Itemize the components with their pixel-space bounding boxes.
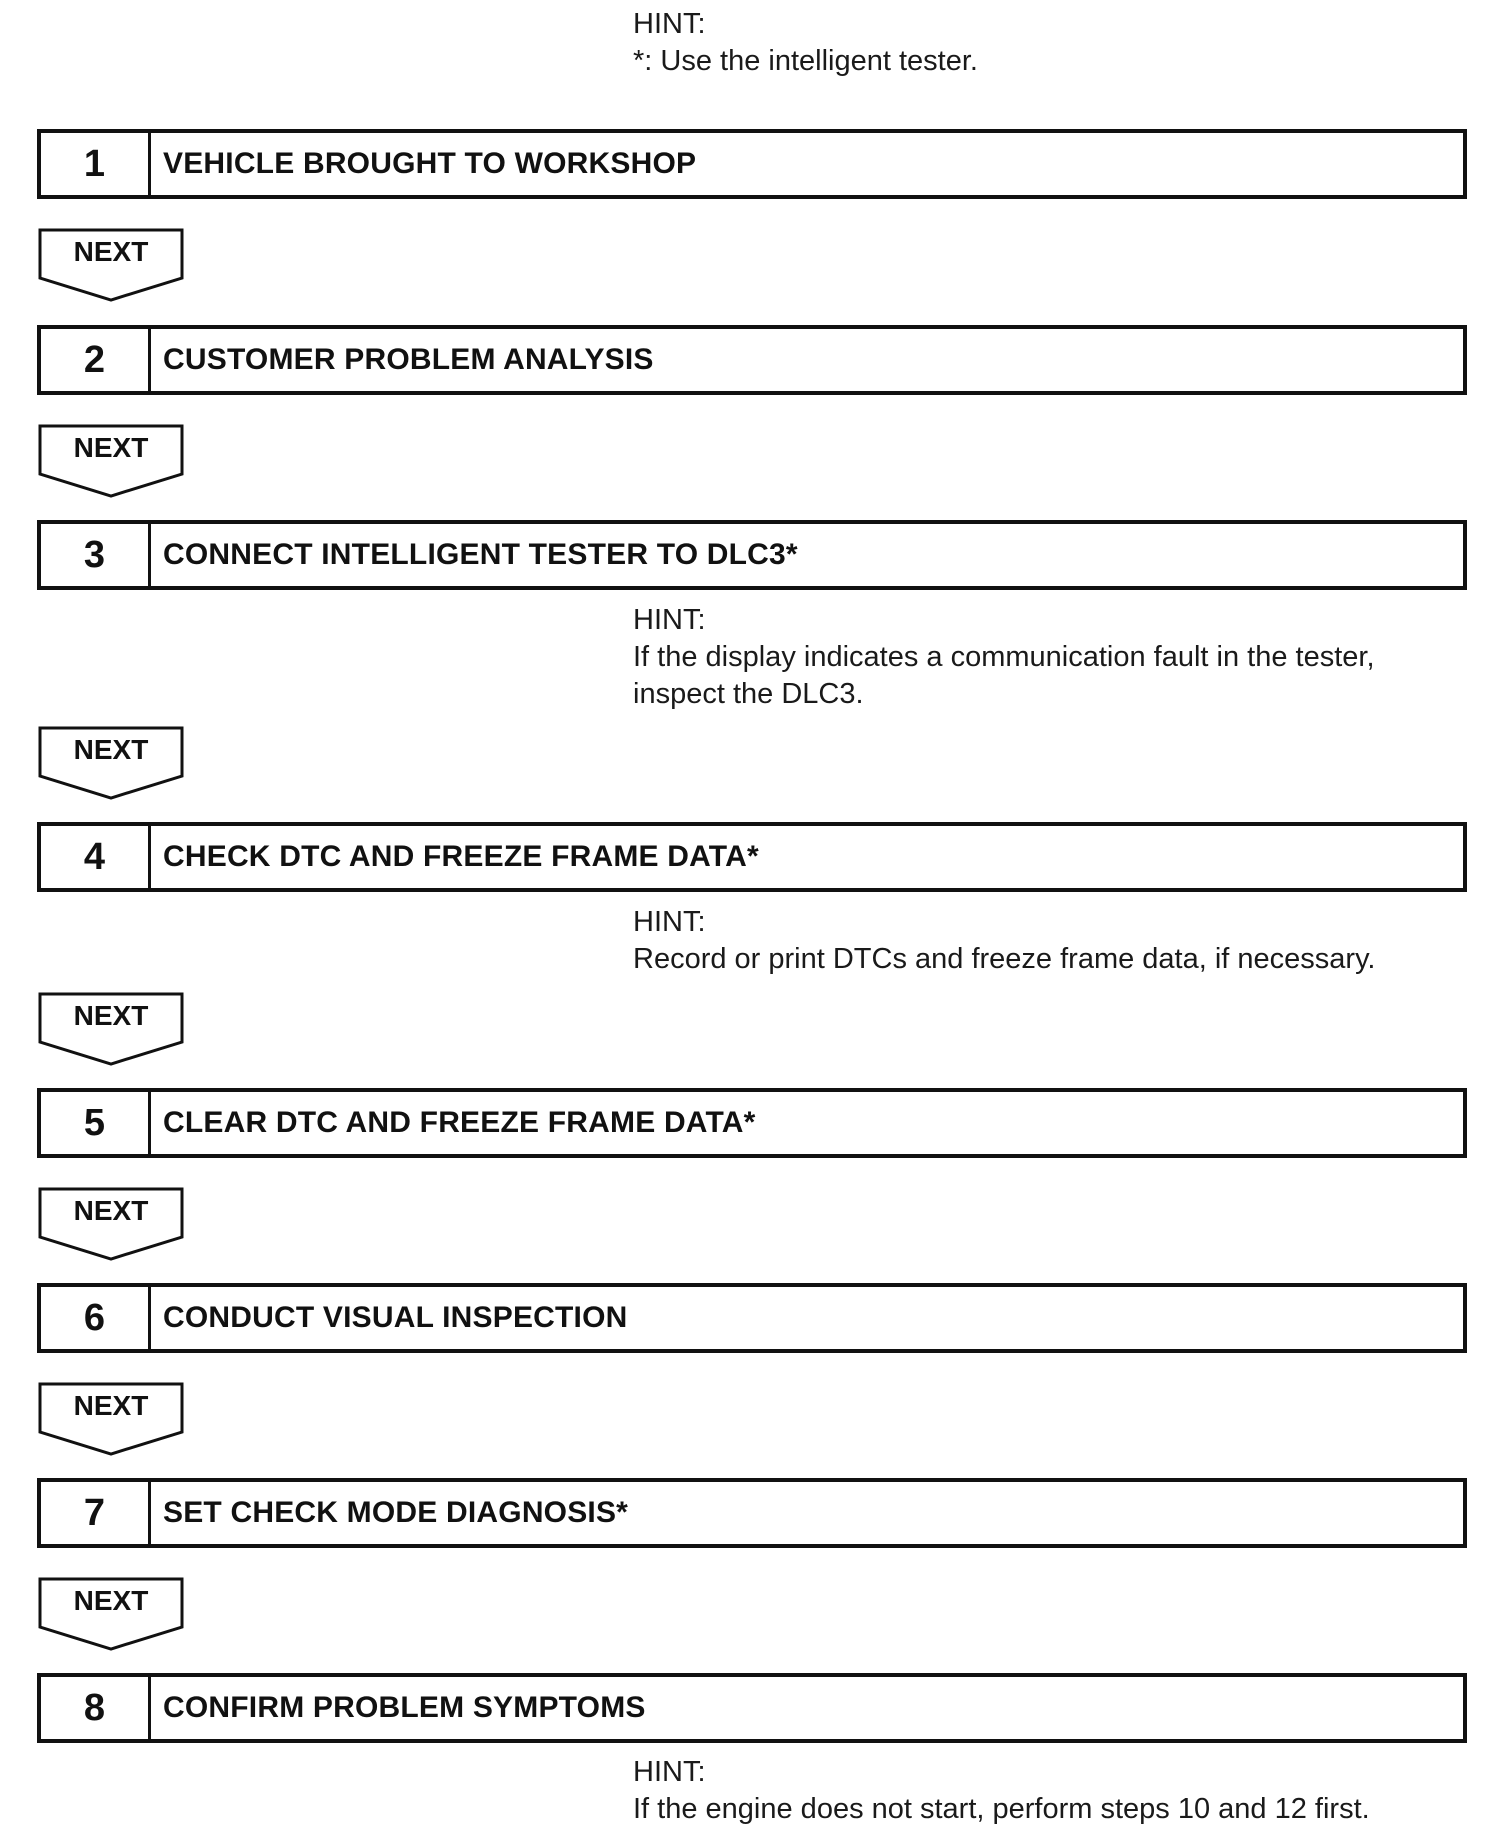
step-3 bbox=[37, 520, 1467, 590]
hint-text: If the engine does not start, perform steps 10 and 12 first. bbox=[633, 1793, 1370, 1825]
step-number: 1 bbox=[41, 133, 151, 195]
next-arrow-3 bbox=[38, 726, 184, 801]
step-number: 4 bbox=[41, 826, 151, 888]
step-title: CHECK DTC AND FREEZE FRAME DATA* bbox=[163, 840, 759, 873]
next-label: NEXT bbox=[73, 1390, 149, 1421]
step-4 bbox=[37, 822, 1467, 892]
step-1 bbox=[37, 129, 1467, 199]
hint-title: HINT: bbox=[633, 1756, 706, 1788]
hint-top bbox=[633, 6, 978, 80]
step-title: CONDUCT VISUAL INSPECTION bbox=[163, 1301, 628, 1334]
step-number: 2 bbox=[41, 329, 151, 391]
next-arrow-6 bbox=[38, 1382, 184, 1457]
hint-title: HINT: bbox=[633, 604, 706, 636]
hint-title: HINT: bbox=[633, 906, 706, 938]
step-title: CONNECT INTELLIGENT TESTER TO DLC3* bbox=[163, 538, 798, 571]
hint-title: HINT: bbox=[633, 8, 706, 40]
next-label: NEXT bbox=[73, 1585, 149, 1616]
step-7 bbox=[37, 1478, 1467, 1548]
step-title: SET CHECK MODE DIAGNOSIS* bbox=[163, 1496, 629, 1529]
step-title: CUSTOMER PROBLEM ANALYSIS bbox=[163, 343, 654, 376]
next-label: NEXT bbox=[73, 1000, 149, 1031]
step-title: CONFIRM PROBLEM SYMPTOMS bbox=[163, 1691, 646, 1724]
step-5 bbox=[37, 1088, 1467, 1158]
step-number: 7 bbox=[41, 1482, 151, 1544]
hint-step-8 bbox=[633, 1754, 1370, 1828]
next-arrow-5 bbox=[38, 1187, 184, 1262]
step-6 bbox=[37, 1283, 1467, 1353]
next-arrow-4 bbox=[38, 992, 184, 1067]
next-arrow-2 bbox=[38, 424, 184, 499]
next-arrow-1 bbox=[38, 228, 184, 303]
hint-step-4 bbox=[633, 904, 1376, 978]
step-number: 3 bbox=[41, 524, 151, 586]
next-label: NEXT bbox=[73, 1195, 149, 1226]
hint-text: Record or print DTCs and freeze frame data, if necessary. bbox=[633, 943, 1376, 975]
step-title: VEHICLE BROUGHT TO WORKSHOP bbox=[163, 147, 697, 180]
hint-text: If the display indicates a communication fault in the tester, bbox=[633, 641, 1375, 673]
step-8 bbox=[37, 1673, 1467, 1743]
step-number: 8 bbox=[41, 1677, 151, 1739]
hint-step-3 bbox=[633, 602, 1375, 713]
hint-text: *: Use the intelligent tester. bbox=[633, 45, 978, 77]
step-number: 6 bbox=[41, 1287, 151, 1349]
hint-text: inspect the DLC3. bbox=[633, 678, 864, 710]
next-arrow-7 bbox=[38, 1577, 184, 1652]
step-number: 5 bbox=[41, 1092, 151, 1154]
next-label: NEXT bbox=[73, 236, 149, 267]
next-label: NEXT bbox=[73, 734, 149, 765]
step-title: CLEAR DTC AND FREEZE FRAME DATA* bbox=[163, 1106, 756, 1139]
step-2 bbox=[37, 325, 1467, 395]
next-label: NEXT bbox=[73, 432, 149, 463]
